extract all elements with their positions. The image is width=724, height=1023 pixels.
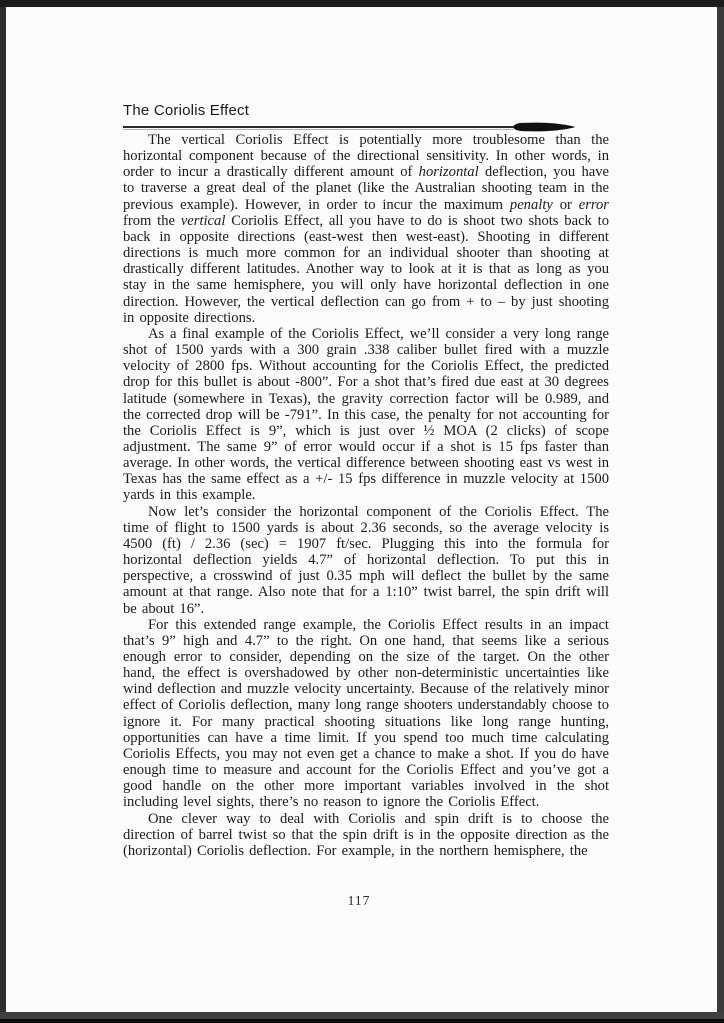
book-page <box>6 7 717 1012</box>
scan-frame-right <box>717 0 724 1023</box>
scan-frame-top <box>0 0 724 7</box>
italic-run: vertical <box>180 212 226 229</box>
bullet-icon <box>512 122 576 132</box>
paragraph <box>123 811 609 859</box>
text-run: deflection, you have to traverse a great deal of the planet (like the Australian shooting team in the previous example). However, in order to incur the maximum <box>123 164 609 213</box>
text-run: As a final example of the Coriolis Effect, we’ll consider a very long range shot of 1500 yards with a 300 grain .338 caliber bullet fired with a muzzle velocity of 2800 fps. Without accounting for the Coriolis Effect, the predicted drop for this bullet is about -800”. For a shot that’s fired due east at 30 degrees latitude (somewhere in Texas), the gravity correction factor will be 0.989, and the corrected drop will be -791”. In this case, the penalty for not accounting for the Coriolis Effect is 9”, which is just over ½ MOA (2 clicks) of scope adjustment. The same 9” of error would occur if a shot is 15 fps faster than average. In other words, the vertical difference between shooting east vs west in Texas has the same effect as a +/- 15 fps difference in muzzle velocity at 1500 yards in this example. <box>123 325 609 504</box>
header-rule-line <box>123 126 514 128</box>
italic-run: error <box>578 196 609 213</box>
text-run: The vertical Coriolis Effect is potentially more troublesome than the horizontal component because of the directional sensitivity. In other words, in order to incur a drastically different amount of <box>123 132 609 181</box>
paragraph <box>123 617 609 811</box>
italic-run: penalty <box>509 196 553 213</box>
paragraph <box>123 132 609 326</box>
scan-frame-bottom <box>0 1012 724 1019</box>
text-run: from the <box>123 212 181 229</box>
italic-run: horizontal <box>418 164 479 181</box>
text-run: Now let’s consider the horizontal component of the Coriolis Effect. The time of flight to 1500 yards is about 2.36 seconds, so the average velocity is 4500 (ft) / 2.36 (sec) = 1907 ft/sec. Plugging this into the formula for horizontal deflection yields 4.7” of horizontal deflection. To put this in perspective, a crosswind of just 0.35 mph will deflect the bullet by the same amount at that range. Also note that for a 1:10” twist barrel, the spin drift will be about 16”. <box>123 503 609 617</box>
chapter-title: The Coriolis Effect <box>123 102 250 119</box>
text-run: Coriolis Effect, all you have to do is shoot two shots back to back in opposite directions (east-west then west-east). Shooting in different directions is much more common for an individual shooter than shooting at drastically different latitudes. Another way to look at it is that as long as you stay in the same hemisphere, you will only have horizontal deflection in one direction. However, the vertical deflection can go from + to – by just shooting in opposite directions. <box>123 212 609 326</box>
paragraph <box>123 326 609 504</box>
text-run: For this extended range example, the Coriolis Effect results in an impact that’s 9” high and 4.7” to the right. On one hand, that seems like a serious enough error to consider, depending on the size of the target. On the other hand, the effect is overshadowed by other non-deterministic uncertainties like wind deflection and muzzle velocity uncertainty. Because of the relatively minor effect of Coriolis deflection, many long range shooters understandably choose to ignore it. For many practical shooting situations like long range hunting, opportunities can have a time limit. If you spend too much time calculating Coriolis Effects, you may not even get a chance to make a shot. If you do have enough time to measure and account for the Coriolis Effect and you’ve got a good handle on the other more important variables involved in the shot including level sights, there’s no reason to ignore the Coriolis Effect. <box>123 616 609 811</box>
page-number: 117 <box>347 893 371 908</box>
paragraph <box>123 504 609 617</box>
page-body <box>123 132 609 859</box>
text-run: One clever way to deal with Coriolis and spin drift is to choose the direction of barrel twist so that the spin drift is in the opposite direction as the (horizontal) Coriolis deflection. For example, in the northern hemisphere, the <box>123 810 609 859</box>
text-run: or <box>552 196 579 213</box>
chapter-header <box>123 102 609 132</box>
header-rule <box>123 122 576 132</box>
scan-frame-bottom-edge <box>0 1019 724 1023</box>
